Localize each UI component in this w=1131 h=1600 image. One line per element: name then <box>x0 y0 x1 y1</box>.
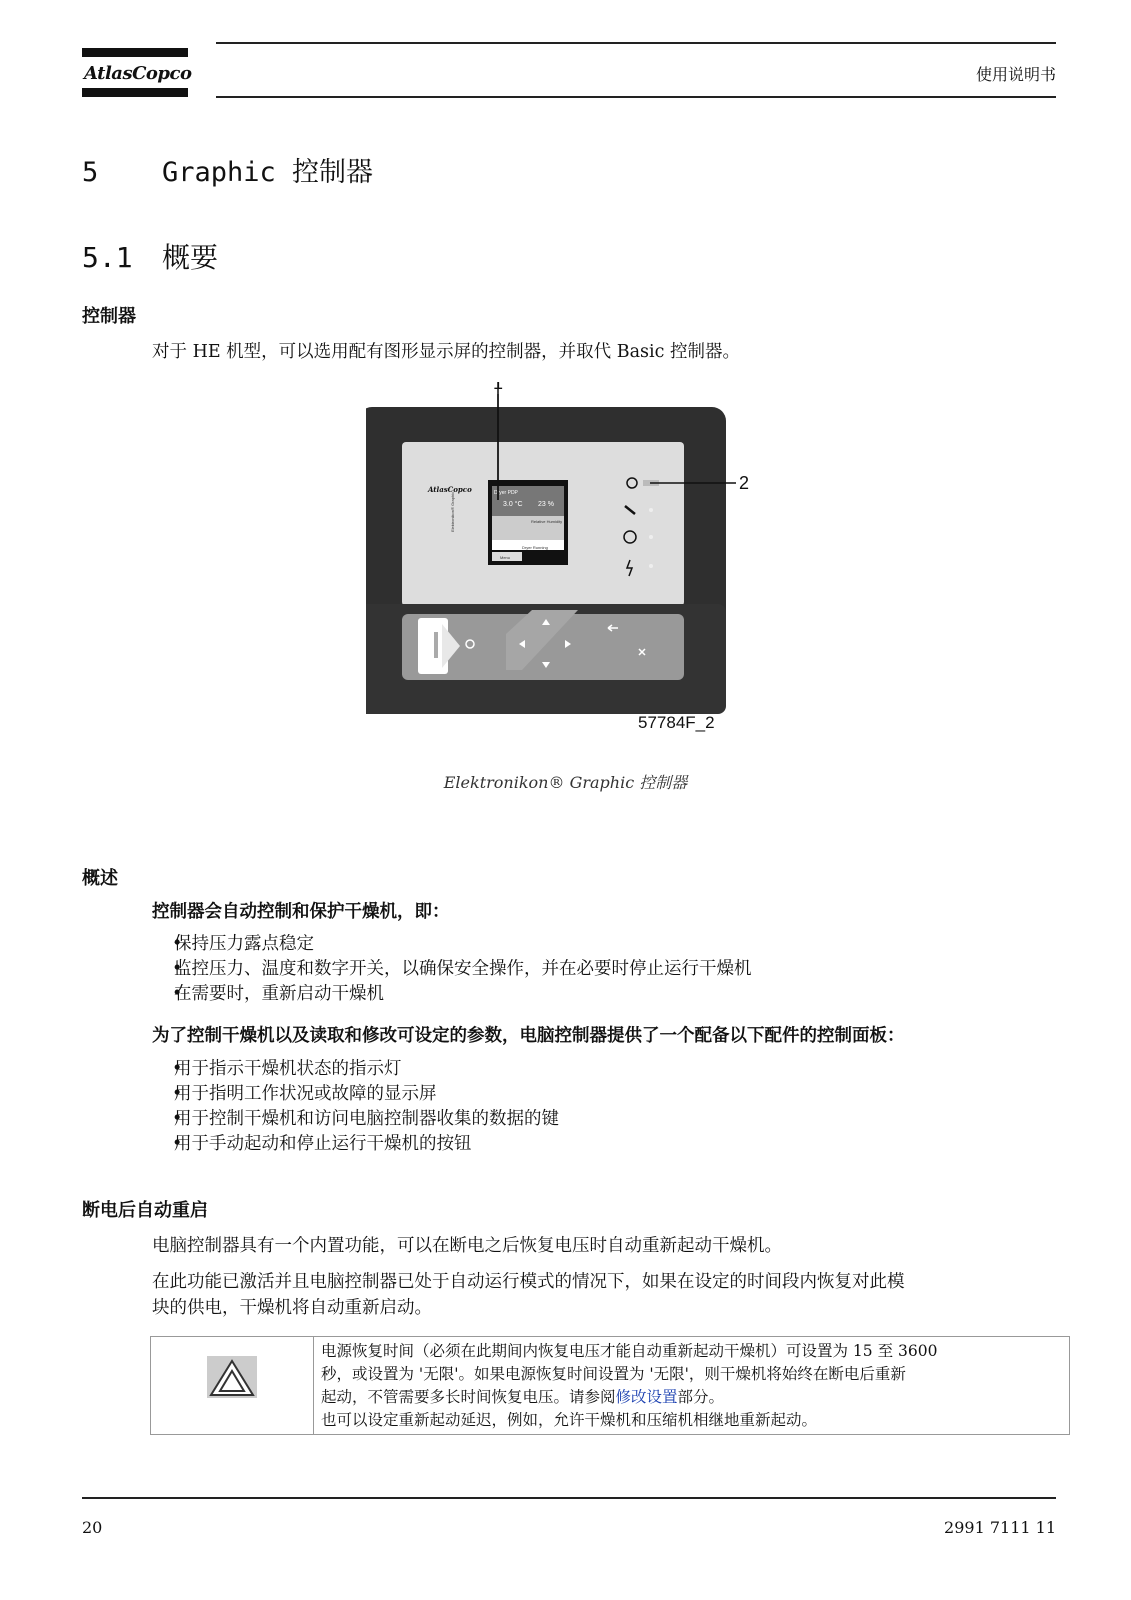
overview-list-2 <box>152 1057 559 1157</box>
controller-figure <box>366 382 806 744</box>
restart-paragraph-1: 电脑控制器具有一个内置功能，可以在断电之后恢复电压时自动重新起动干燥机。 <box>152 1236 782 1256</box>
logo-text: AtlasCopco <box>84 63 192 84</box>
note-text <box>321 1340 1061 1432</box>
screen-top-label: Dryer PDP <box>494 490 518 496</box>
list-item: • 在需要时，重新启动干燥机 <box>152 982 752 1007</box>
atlas-copco-logo <box>82 48 192 100</box>
header-rule-top <box>216 42 1056 44</box>
restart-paragraph-2b: 块的供电，干燥机将自动重新启动。 <box>152 1298 432 1318</box>
warning-icon <box>151 1337 313 1434</box>
panel-brand: AtlasCopco <box>428 485 472 494</box>
list-item: • 用于指示干燥机状态的指示灯 <box>152 1057 559 1082</box>
note-line-3b: 部分。 <box>677 1388 725 1406</box>
screen-value-2: 23 % <box>538 501 554 508</box>
controller-heading: 控制器 <box>82 306 136 326</box>
restart-heading: 断电后自动重启 <box>82 1200 208 1220</box>
callout-2-label: 2 <box>739 473 750 493</box>
screen-label-2: Relative Humidity <box>531 519 563 524</box>
note-icon-cell <box>151 1337 314 1434</box>
note-box <box>150 1336 1070 1435</box>
modify-settings-link[interactable]: 修改设置 <box>615 1388 678 1406</box>
list-item: • 用于手动起动和停止运行干燥机的按钮 <box>152 1132 559 1157</box>
overview-heading: 概述 <box>82 868 118 888</box>
note-line-1: 电源恢复时间（必须在此期间内恢复电压才能自动重新起动干燥机）可设置为 15 至 3600 <box>321 1342 938 1360</box>
figure-caption: Elektronikon® Graphic 控制器 <box>443 773 688 792</box>
subsection-number: 5.1 <box>82 241 133 274</box>
footer-rule <box>82 1497 1056 1499</box>
screen-value-1: 3.0 °C <box>503 501 523 508</box>
note-line-3a: 起动，不管需要多长时间恢复电压。请参阅 <box>321 1388 616 1406</box>
note-line-2: 秒，或设置为 '无限'。如果电源恢复时间设置为 '无限'，则干燥机将始终在断电后重新 <box>321 1365 906 1383</box>
subsection-title: 概要 <box>162 241 219 274</box>
screen-status: Dryer Running <box>522 545 548 550</box>
panel-side-label: Elektronikon® Graphic <box>450 491 455 532</box>
list-item: • 用于控制干燥机和访问电脑控制器收集的数据的键 <box>152 1107 559 1132</box>
figure-code: 57784F_2 <box>638 713 715 732</box>
doc-title: 使用说明书 <box>975 65 1056 84</box>
note-line-4: 也可以设定重新起动延迟，例如，允许干燥机和压缩机相继地重新起动。 <box>321 1411 818 1429</box>
controller-text: 对于 HE 机型，可以选用配有图形显示屏的控制器，并取代 Basic 控制器。 <box>152 342 740 362</box>
subsection-heading <box>82 236 218 276</box>
header-rule-bottom <box>216 96 1056 98</box>
document-number: 2991 7111 11 <box>944 1518 1056 1537</box>
list-item: • 监控压力、温度和数字开关，以确保安全操作，并在必要时停止运行干燥机 <box>152 957 752 982</box>
restart-paragraph-2a: 在此功能已激活并且电脑控制器已处于自动运行模式的情况下，如果在设定的时间段内恢复对此模 <box>152 1272 905 1292</box>
section-title: Graphic 控制器 <box>162 157 374 188</box>
section-number: 5 <box>82 157 99 188</box>
list-item: • 保持压力露点稳定 <box>152 932 752 957</box>
callout-1-label: 1 <box>493 382 504 393</box>
overview-lead-1: 控制器会自动控制和保护干燥机，即： <box>152 901 450 921</box>
section-heading <box>82 150 373 189</box>
list-item: • 用于指明工作状况或故障的显示屏 <box>152 1082 559 1107</box>
page-number: 20 <box>82 1518 103 1537</box>
overview-lead-2: 为了控制干燥机以及读取和修改可设定的参数，电脑控制器提供了一个配备以下配件的控制面板： <box>152 1025 905 1045</box>
screen-menu: Menu <box>500 555 511 560</box>
overview-list-1 <box>152 932 752 1007</box>
note-line-3 <box>321 1386 1061 1409</box>
